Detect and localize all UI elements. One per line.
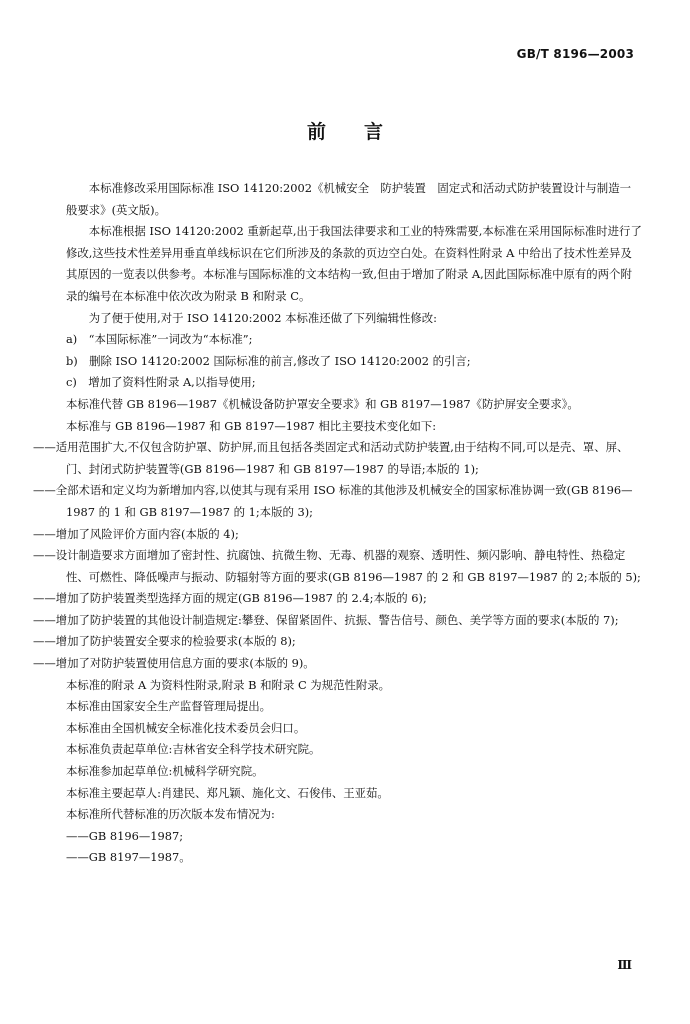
paragraph-drafting-unit: 本标准负责起草单位:吉林省安全科学技术研究院。	[66, 742, 321, 757]
change-item: ——设计制造要求方面增加了密封性、抗腐蚀、抗微生物、无毒、机器的观察、透明性、频闪影响、静电特性、热稳定性、可燃性、降低噪声与振动、防辐射等方面的要求(GB 8196—1987 的 2 和 GB 8197—1987 的 2;本版的 5);	[32, 548, 641, 584]
history-item: ——GB 8197—1987。	[66, 850, 191, 865]
change-item: ——全部术语和定义均为新增加内容,以使其与现有采用 ISO 标准的其他涉及机械安全的国家标准协调一致(GB 8196—1987 的 1 和 GB 8197—1987 的 1;本版的 3);	[32, 483, 633, 519]
paragraph-annexes: 本标准的附录 A 为资料性附录,附录 B 和附录 C 为规范性附录。	[66, 677, 391, 692]
paragraph-history-intro: 本标准所代替标准的历次版本发布情况为:	[66, 807, 275, 822]
list-item-b: b) 删除 ISO 14120:2002 国际标准的前言,修改了 ISO 14120:2002 的引言;	[66, 353, 471, 368]
change-item: ——增加了防护装置类型选择方面的规定(GB 8196—1987 的 2.4;本版的 6);	[32, 591, 427, 606]
paragraph-drafters: 本标准主要起草人:肖建民、郑凡颖、施化文、石俊伟、王亚茹。	[66, 785, 389, 800]
list-item-a: a) “本国际标准”一词改为“本标准”;	[66, 332, 253, 347]
change-item: ——适用范围扩大,不仅包含防护罩、防护屏,而且包括各类固定式和活动式防护装置,由于结构不同,可以是壳、罩、屏、门、封闭式防护装置等(GB 8196—1987 和 GB 8197—1987 的导语;本版的 1);	[32, 440, 629, 476]
page-title: 前言	[306, 121, 421, 143]
paragraph-proposed-by: 本标准由国家安全生产监督管理局提出。	[66, 699, 272, 714]
paragraph-adoption: 本标准修改采用国际标准 ISO 14120:2002《机械安全 防护装置 固定式和活动式防护装置设计与制造一般要求》(英文版)。	[66, 181, 631, 217]
history-item: ——GB 8196—1987;	[66, 828, 184, 843]
paragraph-participating-unit: 本标准参加起草单位:机械科学研究院。	[66, 764, 264, 779]
paragraph-drafting: 本标准根据 ISO 14120:2002 重新起草,出于我国法律要求和工业的特殊需要,本标准在采用国际标准时进行了修改,这些技术性差异用垂直单线标识在它们所涉及的条款的页边空白处。在资料性附录 A 中给出了技术性差异及其原因的一览表以供参考。本标准与国际标准的文本结构一致,但由于增加了附录 A,因此国际标准中原有的两个附录的编号在本标准中依次改为附录 B 和附录 C。	[66, 224, 642, 303]
change-item: ——增加了防护装置安全要求的检验要求(本版的 8);	[32, 634, 296, 649]
foreword-body	[32, 178, 642, 869]
change-item: ——增加了防护装置的其他设计制造规定:攀登、保留紧固件、抗振、警告信号、颜色、美学等方面的要求(本版的 7);	[32, 612, 619, 627]
page-number: Ⅲ	[617, 958, 632, 972]
change-item: ——增加了对防护装置使用信息方面的要求(本版的 9)。	[32, 656, 315, 671]
change-item: ——增加了风险评价方面内容(本版的 4);	[32, 526, 239, 541]
paragraph-replaces: 本标准代替 GB 8196—1987《机械设备防护罩安全要求》和 GB 8197—1987《防护屏安全要求》。	[66, 396, 579, 411]
paragraph-changes-intro: 本标准与 GB 8196—1987 和 GB 8197—1987 相比主要技术变化如下:	[66, 418, 437, 433]
standard-code: GB/T 8196—2003	[516, 47, 634, 61]
paragraph-editorial-intro: 为了便于使用,对于 ISO 14120:2002 本标准还做了下列编辑性修改:	[88, 310, 438, 325]
paragraph-centralized-by: 本标准由全国机械安全标准化技术委员会归口。	[66, 720, 306, 735]
list-item-c: c) 增加了资料性附录 A,以指导使用;	[66, 375, 256, 390]
